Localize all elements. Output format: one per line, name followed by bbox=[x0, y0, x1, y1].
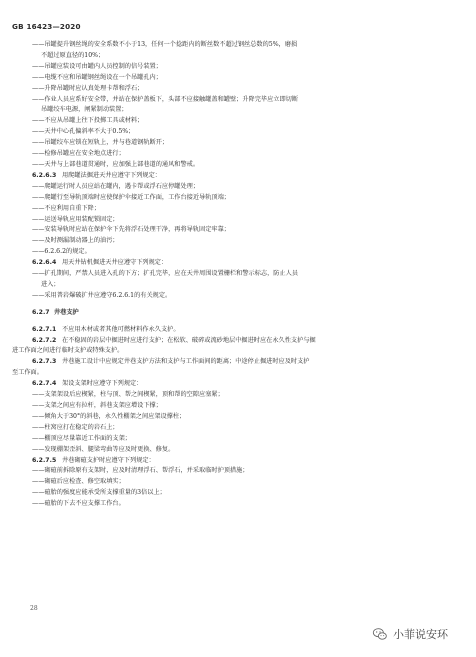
list-item: ——不应从吊罐上往下投掷工具或材料； bbox=[32, 117, 144, 125]
list-item-text: 运送导轨应用装配锁固定； bbox=[44, 215, 119, 223]
list-item: ——吊罐绞车应锁在短轨上，并与巷道钢轨断开； bbox=[32, 139, 169, 147]
clause-text: 井巷施工设计中应规定井巷支护方法和支护与工作面间的距离；中途停止掘进时应及时支护 bbox=[62, 358, 310, 366]
clause bbox=[12, 336, 464, 347]
list-item-text: 爬罐运行时人员应站在罐内，遇卡帮或浮石应停罐处理； bbox=[44, 182, 200, 190]
list-item-text: 作业人员应系好安全带，并站在保护盖板下，头部不应接触罐盖和罐壁；升降完毕应立即切断 bbox=[44, 95, 299, 103]
list-item: ——爬罐运行时人员应站在罐内，遇卡帮或浮石应停罐处理； bbox=[32, 182, 200, 190]
list-item: ——及时测漏制动器上的油污； bbox=[32, 237, 119, 245]
list-item: ——采用普岩爆破扩井应遵守6.2.6.1的有关规定。 bbox=[32, 291, 172, 299]
list-item-text: 吊罐提升钢丝绳的安全系数不小于13，任何一个捻距内的断丝数不超过钢丝总数的5%，磨损 bbox=[44, 41, 298, 48]
list-item-text: 爬罐行至导轨顶端时应使保护伞接近工作面，工作台接近导轨顶端； bbox=[44, 193, 230, 201]
list-item-text: 支架之间应有拉杆，斜巷支架应增设下撑； bbox=[44, 402, 162, 409]
page-number: 28 bbox=[30, 605, 38, 612]
list-item-text: 升降吊罐时应认真处理卡帮和浮石； bbox=[44, 84, 144, 92]
standard-code-header: GB 16423—2020 bbox=[12, 22, 81, 31]
list-item: ——检修吊罐应在安全地点进行； bbox=[32, 150, 125, 158]
list-item-text: 碹胎的下去不应支撑工作台。 bbox=[44, 500, 125, 508]
list-item-text: 吊罐应装设可由罐内人员控制的信号装置； bbox=[44, 62, 162, 70]
list-item: ——砌碹前拆除原有支架时，应及时清理浮石、帮浮石，并采取临时护顶措施； bbox=[32, 467, 249, 475]
list-item-text: 发现棚架歪斜、腿梁弯曲等应及时更换、修复。 bbox=[44, 445, 175, 453]
list-item: ——碹胎的强度应能承受所支撑重量的3倍以上； bbox=[32, 489, 166, 497]
list-item-text: 天井与上部巷道贯通时，应加强上部巷道的通风和警戒。 bbox=[44, 160, 200, 168]
list-item: ——安装导轨时应站在保护伞下先将浮石处理干净，再将导轨固定牢靠； bbox=[32, 226, 230, 234]
list-item: ——扩孔期间，严禁人员进入孔的下方；扩孔完毕，应在天井周围设置栅栏和警示标志，防止人员 bbox=[32, 270, 299, 278]
list-item: ——运送导轨应用装配锁固定； bbox=[32, 215, 119, 223]
list-item: ——天井中心孔偏斜率不大于0.5%； bbox=[32, 128, 135, 136]
list-item: ——天井与上部巷道贯通时，应加强上部巷道的通风和警戒。 bbox=[32, 160, 200, 168]
list-item: ——6.2.6.2的规定。 bbox=[32, 248, 91, 256]
section-title: 井巷支护 bbox=[54, 308, 79, 316]
wechat-icon bbox=[372, 626, 388, 642]
clause-number: 6.2.6.3 bbox=[32, 171, 57, 179]
clause bbox=[12, 258, 464, 269]
list-item: ——电缆不应和吊罐钢丝绳设在一个吊罐孔内； bbox=[32, 73, 162, 81]
list-item-text: 柱窝应打在稳定的岩石上； bbox=[44, 423, 119, 431]
list-item: ——棚顶应尽量靠近工作面的支架； bbox=[32, 434, 131, 442]
list-item-continuation: 进入； bbox=[41, 280, 60, 288]
clause-text: 井巷砌碹支护时应遵守下列规定： bbox=[62, 456, 155, 464]
watermark-text: 小菲说安环 bbox=[393, 628, 448, 641]
wechat-watermark bbox=[372, 626, 448, 642]
clause-number: 6.2.7.2 bbox=[32, 336, 57, 344]
list-item-text: 采用普岩爆破扩井应遵守6.2.6.1的有关规定。 bbox=[44, 291, 172, 299]
list-item-continuation: 不超过原直径的10%； bbox=[41, 51, 105, 59]
clause bbox=[12, 379, 464, 390]
list-item-text: 砌碹前拆除原有支架时，应及时清理浮石、帮浮石，并采取临时护顶措施； bbox=[44, 467, 249, 475]
list-item-text: 扩孔期间，严禁人员进入孔的下方；扩孔完毕，应在天井周围设置栅栏和警示标志，防止人员 bbox=[44, 270, 299, 278]
section-heading bbox=[12, 308, 464, 319]
list-item-text: 天井中心孔偏斜率不大于0.5%； bbox=[44, 128, 135, 136]
list-item-text: 砌碹后应检查、修空取填实； bbox=[44, 478, 125, 486]
document-body bbox=[12, 40, 464, 510]
list-item: ——爬罐行至导轨顶端时应使保护伞接近工作面，工作台接近导轨顶端； bbox=[32, 193, 230, 201]
clause-text: 用天井钻机掘进天井应遵守下列规定： bbox=[62, 259, 168, 267]
list-item-text: 碹胎的强度应能承受所支撑重量的3倍以上； bbox=[44, 489, 166, 497]
list-item-text: 棚顶应尽量靠近工作面的支架； bbox=[44, 434, 131, 442]
list-item: ——不应利用自重下降； bbox=[32, 204, 101, 212]
list-item-text: 支架架设后应楔紧，柱与顶、帮之间楔紧，顶和帮的空隙应塞紧； bbox=[44, 391, 224, 399]
list-item-text: 吊罐绞车应锁在短轨上，并与巷道钢轨断开； bbox=[44, 139, 169, 147]
clause bbox=[12, 171, 464, 182]
list-item: ——吊罐提升钢丝绳的安全系数不小于13，任何一个捻距内的断丝数不超过钢丝总数的5%，磨损 bbox=[32, 41, 298, 48]
list-item-continuation: 吊罐绞车电源，闸紧制动装置； bbox=[41, 106, 128, 114]
clause-continuation: 进工作面之间进行临时支护或特殊支护。 bbox=[12, 347, 124, 355]
list-item-text: 不应从吊罐上往下投掷工具或材料； bbox=[44, 117, 144, 125]
clause bbox=[12, 357, 464, 368]
clause-number: 6.2.7.5 bbox=[32, 456, 57, 464]
list-item: ——柱窝应打在稳定的岩石上； bbox=[32, 423, 119, 431]
list-item: ——支架之间应有拉杆，斜巷支架应增设下撑； bbox=[32, 402, 162, 409]
clause-number: 6.2.7.4 bbox=[32, 380, 57, 388]
list-item: ——吊罐应装设可由罐内人员控制的信号装置； bbox=[32, 62, 162, 70]
list-item: ——倾角大于30°的斜巷，永久性棚架之间应架设撑柱； bbox=[32, 412, 186, 420]
list-item-text: 检修吊罐应在安全地点进行； bbox=[44, 150, 125, 158]
clause bbox=[12, 456, 464, 467]
list-item: ——砌碹后应检查、修空取填实； bbox=[32, 478, 125, 486]
clause-text: 在不稳固的岩层中掘进时应进行支护；在松软、破碎或流砂地层中掘进时应在永久性支护与掘 bbox=[62, 336, 316, 344]
list-item: ——支架架设后应楔紧，柱与顶、帮之间楔紧，顶和帮的空隙应塞紧； bbox=[32, 391, 224, 399]
list-item-text: 6.2.6.2的规定。 bbox=[44, 248, 91, 256]
clause-number: 6.2.7.3 bbox=[32, 358, 57, 366]
list-item-text: 及时测漏制动器上的油污； bbox=[44, 237, 119, 245]
list-item-text: 电缆不应和吊罐钢丝绳设在一个吊罐孔内； bbox=[44, 73, 162, 81]
clause bbox=[12, 325, 464, 336]
clause-number: 6.2.7.1 bbox=[32, 325, 57, 333]
clause-text: 不应用木材或者其他可燃材料作永久支护。 bbox=[62, 325, 180, 333]
list-item-text: 倾角大于30°的斜巷，永久性棚架之间应架设撑柱； bbox=[44, 412, 186, 420]
list-item: ——升降吊罐时应认真处理卡帮和浮石； bbox=[32, 84, 144, 92]
clause-continuation: 至工作面。 bbox=[12, 369, 43, 377]
list-item-text: 不应利用自重下降； bbox=[44, 204, 101, 212]
list-item: ——碹胎的下去不应支撑工作台。 bbox=[32, 500, 125, 508]
clause-text: 架设支架时应遵守下列规定： bbox=[62, 380, 143, 388]
list-item: ——发现棚架歪斜、腿梁弯曲等应及时更换、修复。 bbox=[32, 445, 175, 453]
clause-number: 6.2.6.4 bbox=[32, 259, 57, 267]
list-item-text: 安装导轨时应站在保护伞下先将浮石处理干净，再将导轨固定牢靠； bbox=[44, 226, 230, 234]
section-number: 6.2.7 bbox=[32, 308, 50, 316]
list-item: ——作业人员应系好安全带，并站在保护盖板下，头部不应接触罐盖和罐壁；升降完毕应立即切断 bbox=[32, 95, 299, 103]
clause-text: 用爬罐法掘进天井应遵守下列规定： bbox=[62, 171, 161, 179]
